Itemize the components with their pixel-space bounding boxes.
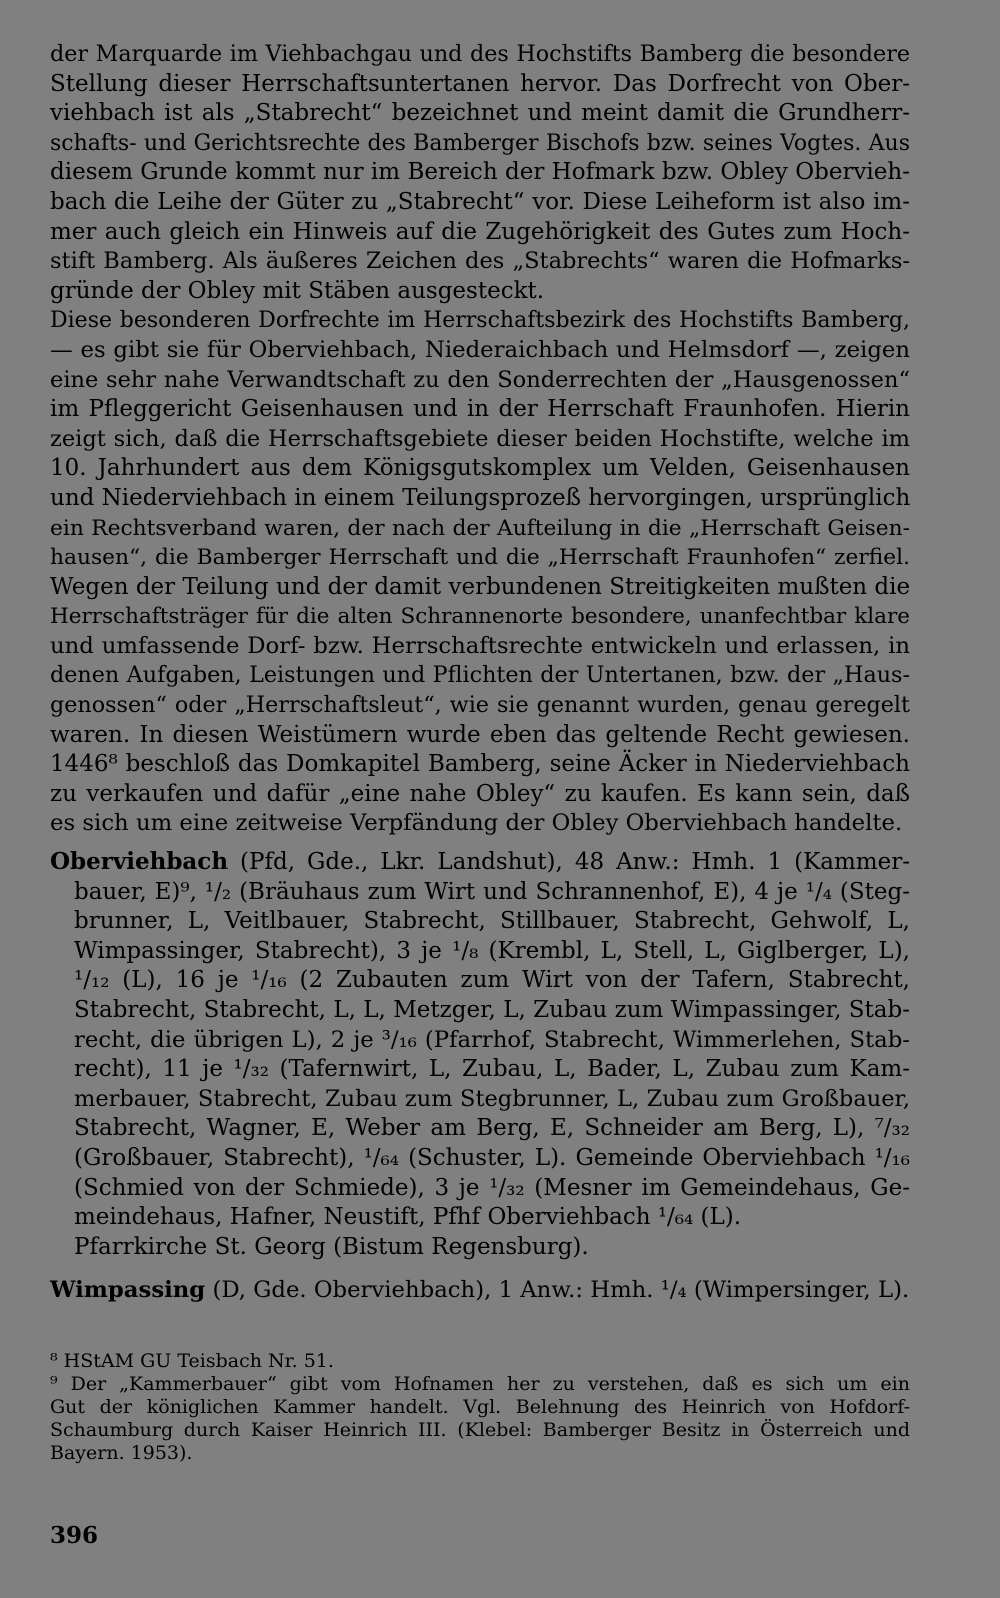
- text-line: der Marquarde im Viehbachgau und des Hochstifts Bamberg die besondere: [50, 41, 910, 67]
- text-line: viehbach ist als „Stabrecht“ bezeichnet und meint damit die Grundherr-: [50, 100, 910, 127]
- text-line: Diese besonderen Dorfrechte im Herrschaftsbezirk des Hochstifts Bamberg,: [50, 308, 910, 334]
- footnote-9-line: Bayern. 1953).: [50, 1441, 193, 1464]
- footnote-9-line: Gut der königlichen Kammer handelt. Vgl. Belehnung des Heinrich von Hofdorf-: [50, 1395, 910, 1418]
- text-line: eine sehr nahe Verwandtschaft zu den Sonderrechten der „Hausgenossen“: [50, 366, 910, 393]
- paragraph-1: [50, 40, 910, 306]
- entry-line: Stabrecht, Stabrecht, L, L, Metzger, L, Zubau zum Wimpassinger, Stab-: [74, 997, 910, 1023]
- text-line: und umfassende Dorf- bzw. Herrschaftsrechte entwickeln und erlassen, in: [50, 632, 910, 659]
- text-line: diesem Grunde kommt nur im Bereich der Hofmark bzw. Obley Obervieh-: [50, 159, 910, 186]
- entry-first-line: [50, 1276, 910, 1306]
- text-line: waren. In diesen Weistümern wurde eben das geltende Recht gewiesen.: [50, 721, 910, 748]
- entry-line: (Schmied von der Schmiede), 3 je ¹/₃₂ (Mesner im Gemeindehaus, Ge-: [74, 1174, 910, 1201]
- entry-text: (Pfd, Gde., Lkr. Landshut), 48 Anw.: Hmh. 1 (Kammer-: [228, 849, 910, 876]
- entry-line: brunner, L, Veitlbauer, Stabrecht, Stillbauer, Stabrecht, Gehwolf, L,: [74, 908, 910, 935]
- text-line: gründe der Obley mit Stäben ausgesteckt.: [50, 277, 545, 304]
- footnotes: [50, 1350, 910, 1465]
- entry-church-line: Pfarrkirche St. Georg (Bistum Regensburg).: [74, 1233, 589, 1260]
- text-line: 10. Jahrhundert aus dem Königsgutskomplex um Velden, Geisenhausen: [50, 455, 910, 482]
- text-line: zeigt sich, daß die Herrschaftsgebiete dieser beiden Hochstifte, welche im: [50, 425, 910, 452]
- text-line: — es gibt sie für Oberviehbach, Niederaichbach und Helmsdorf —, zeigen: [50, 336, 910, 363]
- entry-line: recht, die übrigen L), 2 je ³/₁₆ (Pfarrhof, Stabrecht, Wimmerlehen, Stab-: [74, 1026, 910, 1053]
- paragraph-2: [50, 306, 910, 839]
- text-line: ein Rechtsverband waren, der nach der Aufteilung in die „Herrschaft Geisen-: [50, 515, 910, 541]
- entry-line: bauer, E)⁹, ¹/₂ (Bräuhaus zum Wirt und Schrannenhof, E), 4 je ¹/₄ (Steg-: [74, 878, 910, 905]
- entry-line: merbauer, Stabrecht, Zubau zum Stegbrunner, L, Zubau zum Großbauer,: [74, 1085, 910, 1112]
- entry-line: meindehaus, Hafner, Neustift, Pfhf Oberviehbach ¹/₆₄ (L).: [74, 1204, 742, 1231]
- entry-line: recht), 11 je ¹/₃₂ (Tafernwirt, L, Zubau, L, Bader, L, Zubau zum Kam-: [74, 1056, 910, 1083]
- footnote-8: ⁸ HStAM GU Teisbach Nr. 51.: [50, 1349, 334, 1372]
- text-line: es sich um eine zeitweise Verpfändung der Obley Oberviehbach handelte.: [50, 810, 903, 837]
- entry-line: Stabrecht, Wagner, E, Weber am Berg, E, Schneider am Berg, L), ⁷/₃₂: [74, 1115, 910, 1142]
- text-line: 1446⁸ beschloß das Domkapitel Bamberg, seine Äcker in Niederviehbach: [50, 751, 910, 778]
- footnote-9-line: Schaumburg durch Kaiser Heinrich III. (Klebel: Bamberger Besitz in Österreich und: [50, 1418, 910, 1441]
- text-line: Wegen der Teilung und der damit verbundenen Streitigkeiten mußten die: [50, 573, 911, 600]
- entry-first-line: [50, 847, 910, 878]
- entry-text: (D, Gde. Oberviehbach), 1 Anw.: Hmh. ¹/₄ (Wimpersinger, L).: [205, 1277, 910, 1304]
- text-line: im Pfleggericht Geisenhausen und in der Herrschaft Fraunhofen. Hierin: [50, 396, 910, 423]
- text-line: Stellung dieser Herrschaftsuntertanen hervor. Das Dorfrecht von Ober-: [50, 70, 910, 97]
- text-line: schafts- und Gerichtsrechte des Bamberger Bischofs bzw. seines Vogtes. Aus: [50, 130, 910, 156]
- page-body: [50, 40, 910, 1465]
- text-line: und Niederviehbach in einem Teilungsprozeß hervorgingen, ursprünglich: [50, 484, 911, 511]
- text-line: Herrschaftsträger für die alten Schrannenorte besondere, unanfechtbar klare: [50, 604, 910, 630]
- footnote-9-line: ⁹ Der „Kammerbauer“ gibt vom Hofnamen her zu verstehen, daß es sich um ein: [50, 1372, 910, 1395]
- entry-headword: Oberviehbach: [50, 848, 229, 876]
- text-line: zu verkaufen und dafür „eine nahe Obley“ zu kaufen. Es kann sein, daß: [50, 780, 910, 807]
- gazetteer-entry-oberviehbach: [50, 847, 910, 1262]
- entry-line: (Großbauer, Stabrecht), ¹/₆₄ (Schuster, L). Gemeinde Oberviehbach ¹/₁₆: [74, 1144, 910, 1171]
- gazetteer-entry-wimpassing: [50, 1276, 910, 1306]
- text-line: bach die Leihe der Güter zu „Stabrecht“ vor. Diese Leiheform ist also im-: [50, 188, 910, 215]
- text-line: hausen“, die Bamberger Herrschaft und die „Herrschaft Fraunhofen“ zerfiel.: [50, 545, 910, 571]
- text-line: denen Aufgaben, Leistungen und Pflichten der Untertanen, bzw. der „Haus-: [50, 662, 910, 689]
- text-line: genossen“ oder „Herrschaftsleut“, wie sie genannt wurden, genau geregelt: [50, 692, 910, 719]
- page-number: 396: [50, 1522, 99, 1549]
- entry-line: ¹/₁₂ (L), 16 je ¹/₁₆ (2 Zubauten zum Wirt von der Tafern, Stabrecht,: [74, 967, 910, 994]
- text-line: mer auch gleich ein Hinweis auf die Zugehörigkeit des Gutes zum Hoch-: [50, 218, 910, 245]
- entry-headword: Wimpassing: [50, 1277, 206, 1304]
- entry-line: Wimpassinger, Stabrecht), 3 je ¹/₈ (Krembl, L, Stell, L, Giglberger, L),: [74, 937, 910, 964]
- text-line: stift Bamberg. Als äußeres Zeichen des „Stabrechts“ waren die Hofmarks-: [50, 248, 910, 275]
